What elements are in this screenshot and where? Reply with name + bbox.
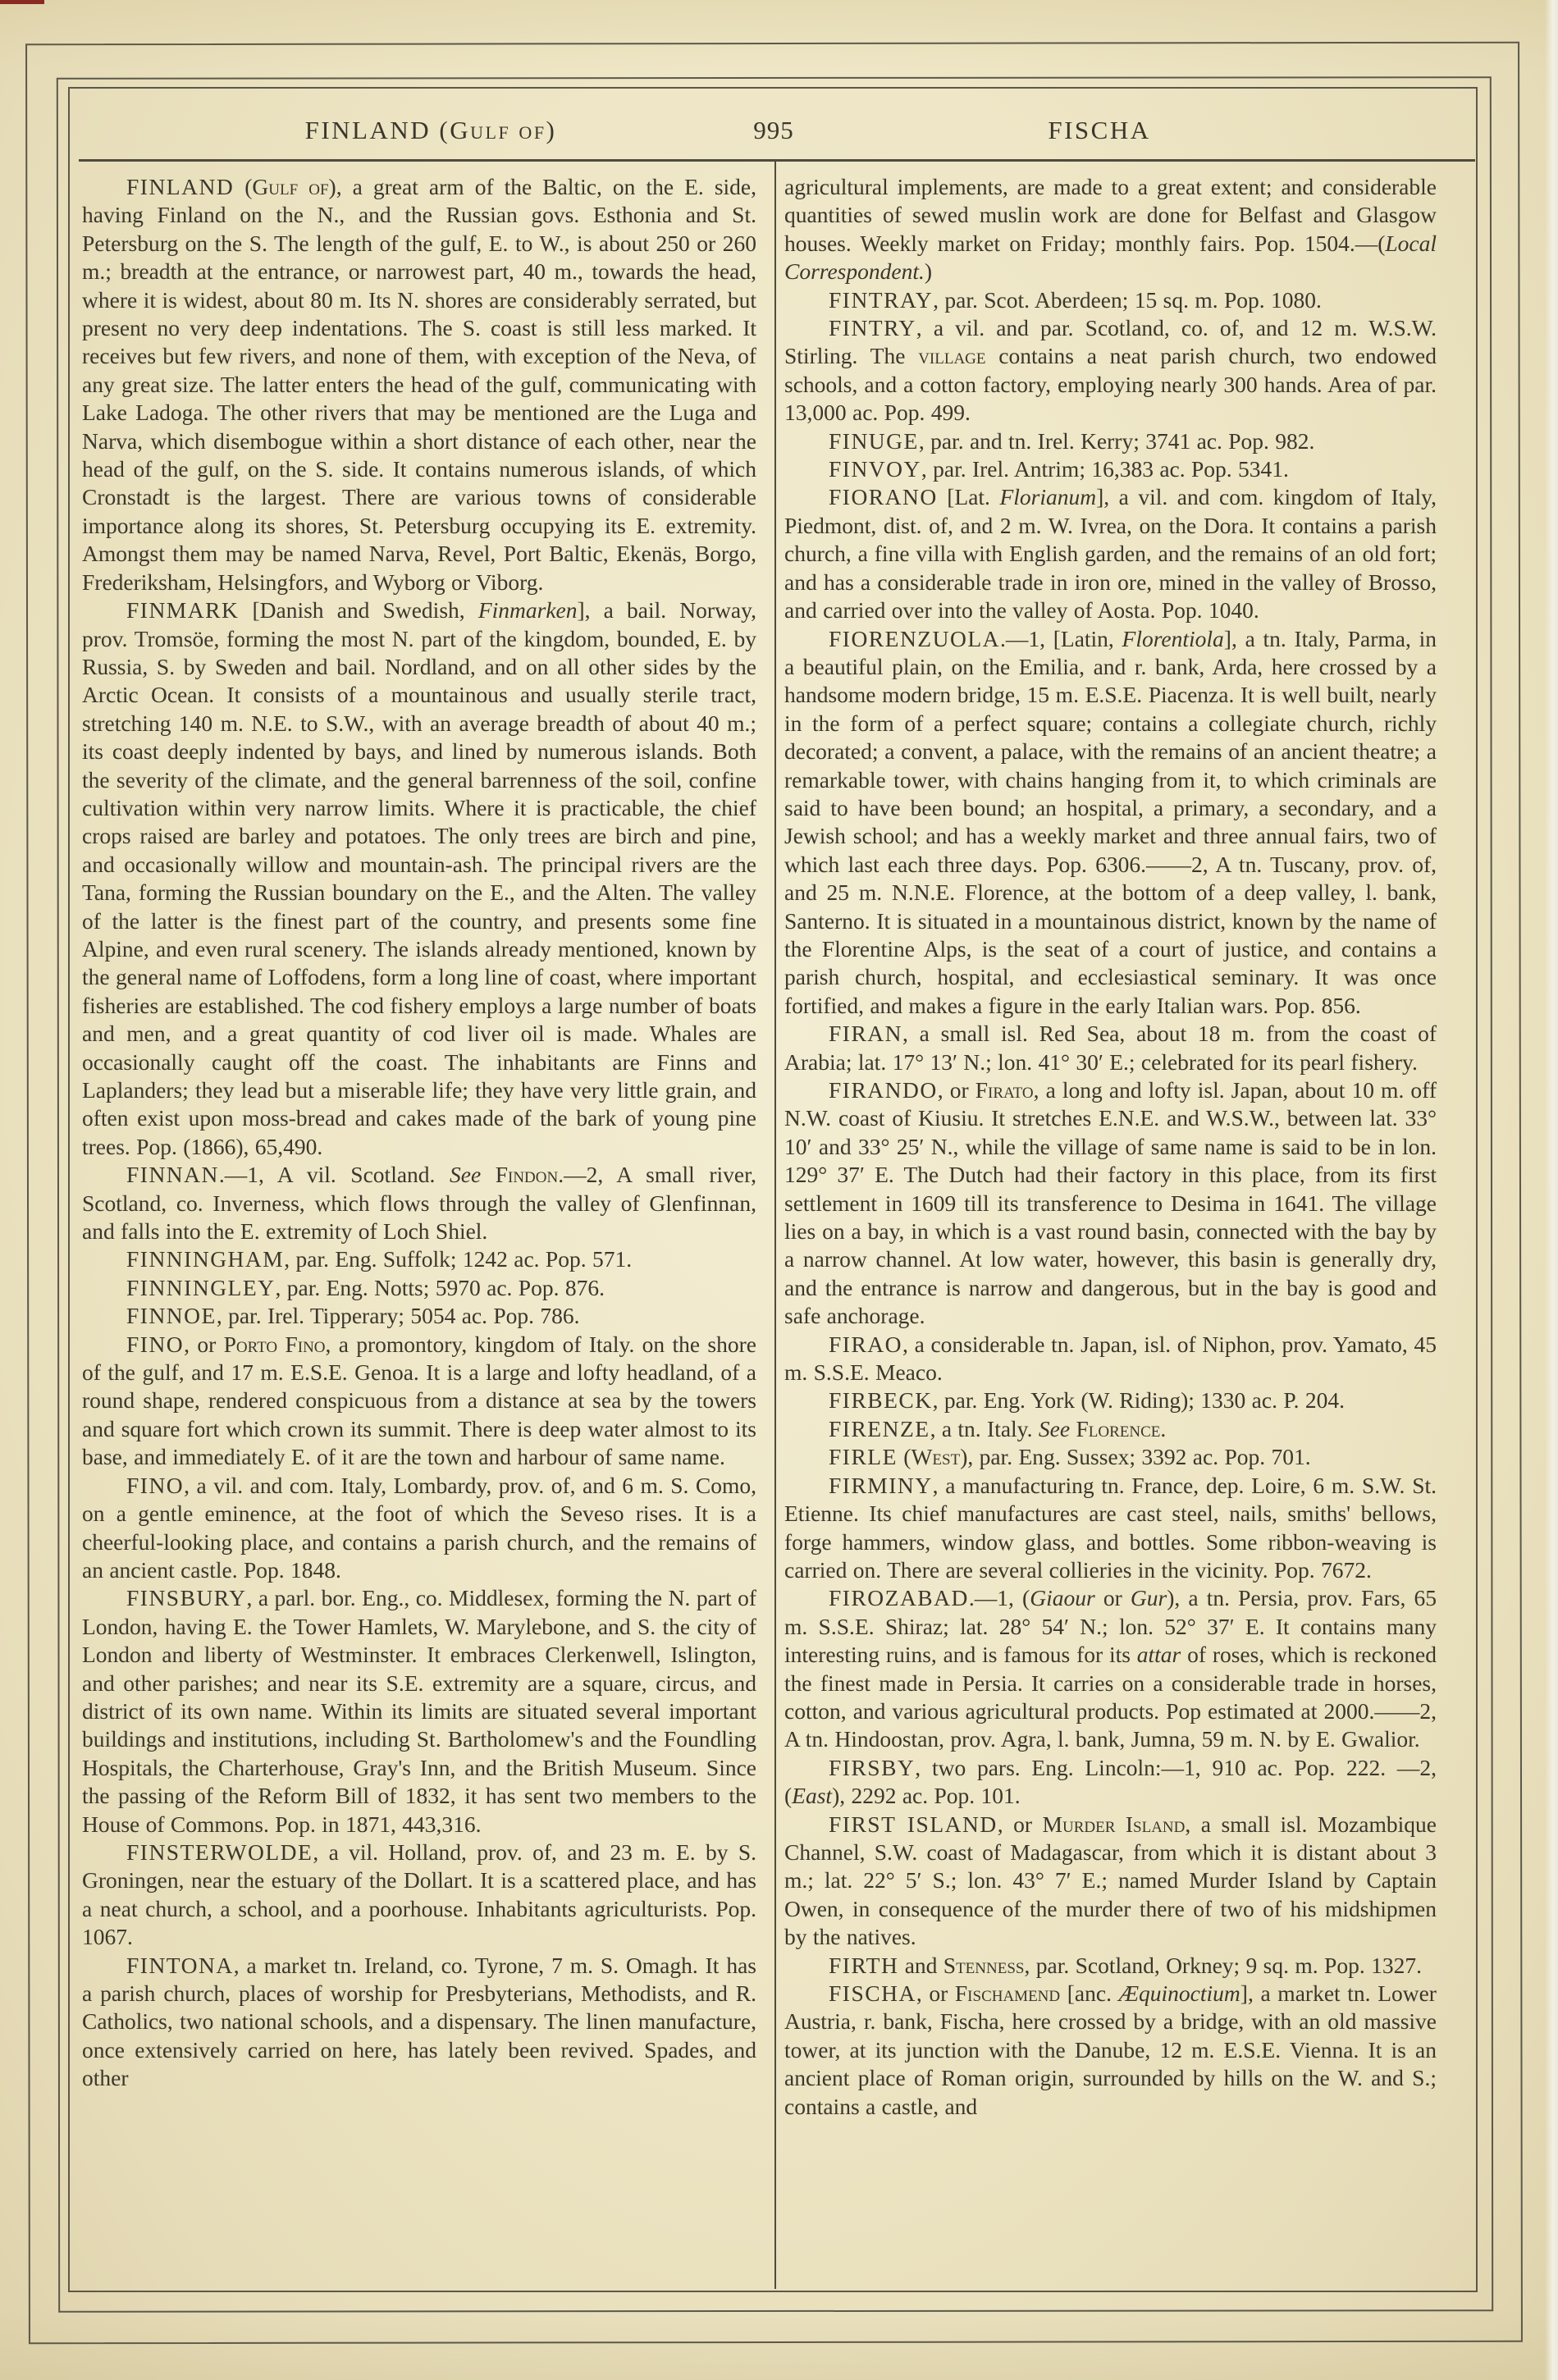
text-segment: Æquinoctium: [1118, 1980, 1240, 2006]
entry-paragraph: [82, 1274, 756, 1302]
text-segment: , a vil. and par. Scotland, co. of, and 12 m. W.S.W. Stirling. The: [784, 315, 1437, 369]
entry-paragraph: [82, 1472, 756, 1585]
entry-headword: FIRBECK: [829, 1387, 933, 1414]
text-segment: Gur: [1130, 1585, 1167, 1611]
text-segment: , a tn. Italy.: [930, 1415, 1039, 1441]
entry-headword: FINO: [126, 1331, 185, 1357]
entry-headword: FIRMINY: [829, 1472, 933, 1498]
entry-headword: FINLAND: [126, 174, 235, 199]
entry-headword: FIRAO: [829, 1331, 903, 1357]
entry-headword: FIORANO: [829, 484, 938, 510]
text-segment: , a vil. and com. Italy, Lombardy, prov. of, and 6 m. S. Como, on a gentle eminence, at the foot of which the Seveso rises. It is a cheerful-looking place, and contains a parish church, and the remains of an ancient castle. Pop. 1848.: [82, 1472, 756, 1583]
entry-paragraph: [784, 427, 1437, 455]
entry-paragraph: [82, 596, 756, 1161]
text-segment: , par. Irel. Antrim; 16,383 ac. Pop. 5341.: [921, 456, 1289, 482]
text-segment: village: [918, 343, 986, 369]
page-number: 995: [753, 116, 794, 144]
scan-red-edge: [0, 0, 44, 4]
entry-paragraph: [784, 1980, 1437, 2121]
entry-headword: FIRAN: [829, 1021, 903, 1047]
entry-paragraph: [784, 1020, 1437, 1076]
text-segment: ), a great arm of the Baltic, on the E. side, having Finland on the N., and the Russian govs. Esthonia and St. Petersburg on the S. The length of the gulf, E. to W., is about 250 or 260 m.; breadth at the entrance, or narrowest part, 40 m., towards the head, where it is widest, about 80 m. Its N. shores are considerably serrated, but present no very deep indentations. The S. coast is still less marked. It receives but few rivers, and none of them, with exception of the Neva, of any great size. The latter enters the head of the gulf, communicating with Lake Ladoga. The other rivers that may be mentioned are the Luga and Narva, which disembogue within a short distance of each other, near the head of the gulf, on the S. side. It contains numerous islands, of which Cronstadt is the largest. There are various towns of considerable importance along its shores, St. Petersburg occupying its E. extremity. Amongst them may be named Narva, Revel, Port Baltic, Ekenäs, Borgo, Frederiksham, Helsingfors, and Wyborg or Viborg.: [82, 174, 756, 595]
text-column-left: [82, 173, 756, 2286]
text-segment: Firato: [975, 1077, 1034, 1103]
text-segment: , a parl. bor. Eng., co. Middlesex, forming the N. part of London, having E. the Tower Hamlets, W. Marylebone, and S. the city of London and liberty of Westminster. It embraces Clerkenwell, Islington, and other parishes; and near its S.E. extremity are a square, circus, and district of its own name. Within its limits are situated several important buildings and institutions, including St. Bartholomew's and the Foundling Hospitals, the Charterhouse, Gray's Inn, and the British Museum. Since the passing of the Reform Bill of 1832, it has sent two members to the House of Commons. Pop. in 1871, 443,316.: [82, 1585, 756, 1837]
text-segment: ), par. Eng. Sussex; 3392 ac. Pop. 701.: [960, 1444, 1311, 1470]
entry-paragraph: [82, 1161, 756, 1245]
text-segment: .—2, A small river, Scotland, co. Inverness, which flows through the valley of Glenfinnan, and falls into the E. extremity of Loch Shiel.: [82, 1162, 756, 1245]
entry-headword: FINNAN: [126, 1162, 219, 1188]
entry-headword: FINNINGHAM: [126, 1246, 285, 1272]
text-segment: Giaour: [1030, 1585, 1095, 1611]
text-segment: , a market tn. Ireland, co. Tyrone, 7 m. S. Omagh. It has a parish church, places of worship for Presbyterians, Methodists, and R. Catholics, two national schools, and a dispensary. The linen manufacture, once extensively carried on here, has lately been revived. Spades, and other: [82, 1952, 756, 2091]
entry-headword: FIROZABAD: [829, 1585, 969, 1611]
text-segment: West: [911, 1444, 961, 1470]
text-segment: , par. Irel. Tipperary; 5054 ac. Pop. 786.: [216, 1303, 580, 1329]
text-segment: ], a vil. and com. kingdom of Italy, Piedmont, dist. of, and 2 m. W. Ivrea, on the Dora. It contains a parish church, a fine villa with English garden, and the remains of an old fort; and has a considerable trade in iron ore, mined in the valley of Brosso, and carried over into the valley of Aosta. Pop. 1040.: [784, 484, 1437, 624]
text-segment: Local Correspondent.: [784, 230, 1437, 285]
entry-paragraph: [784, 1584, 1437, 1753]
running-head-right: FISCHA: [1048, 116, 1151, 144]
text-segment: ), 2292 ac. Pop. 101.: [832, 1783, 1021, 1809]
text-segment: , a promontory, kingdom of Italy. on the shore of the gulf, and 17 m. E.S.E. Genoa. It is a large and lofty headland, of a round shape, rendered conspicuous from a distance at sea by the towers and square fort which crown its summit. There is deep water almost to its base, and immediately E. of it are the town and harbour of same name.: [82, 1331, 756, 1470]
text-segment: ), a tn. Persia, prov. Fars, 65 m. S.S.E. Shiraz; lat. 28° 54′ N.; lon. 52° 37′ E. It contains many interesting ruins, and is famous for its: [784, 1585, 1437, 1668]
text-segment: , a vil. Holland, prov. of, and 23 m. E. by S. Groningen, near the estuary of the Dollart. It is a scattered place, and has a neat church, a school, and a poorhouse. Inhabitants agriculturists. Pop. 1067.: [82, 1839, 756, 1950]
scan-right-edge: [1545, 0, 1558, 2380]
entry-paragraph: [82, 1839, 756, 1952]
text-segment: , or: [184, 1331, 224, 1357]
entry-headword: FIRLE: [829, 1444, 898, 1470]
text-segment: Florence: [1076, 1415, 1161, 1441]
entry-paragraph: [82, 1331, 756, 1472]
text-segment: [Lat.: [937, 484, 1000, 510]
text-segment: , or: [937, 1077, 975, 1103]
entry-paragraph: [784, 1076, 1437, 1331]
entry-paragraph: [784, 1754, 1437, 1811]
entry-paragraph: [82, 1952, 756, 2093]
entry-paragraph: [784, 625, 1437, 1021]
text-segment: See: [1038, 1415, 1071, 1441]
entry-headword: FIRENZE: [829, 1415, 930, 1441]
text-segment: , or: [997, 1811, 1043, 1837]
text-segment: , a small isl. Mozambique Channel, S.W. coast of Madagascar, from which it is distant about 3 m.; lat. 22° 5′ S.; lon. 43° 7′ E.; named Murder Island by Captain Owen, in consequence of the murder there of two of his midshipmen by the natives.: [784, 1811, 1437, 1950]
text-segment: Florentiola: [1122, 625, 1224, 651]
text-segment: , par. Eng. Suffolk; 1242 ac. Pop. 571.: [284, 1246, 633, 1272]
text-segment: attar: [1136, 1642, 1181, 1668]
text-segment: (: [897, 1444, 911, 1470]
text-segment: [Danish and Swedish,: [239, 597, 478, 624]
text-segment: .—1, A vil. Scotland.: [218, 1162, 450, 1188]
text-segment: , par. Scot. Aberdeen; 15 sq. m. Pop. 1080.: [933, 286, 1322, 313]
text-segment: Murder Island: [1042, 1811, 1186, 1837]
text-segment: ): [924, 258, 933, 285]
entry-paragraph: [784, 1415, 1437, 1443]
text-segment: , a long and lofty isl. Japan, about 10 m. off N.W. coast of Kiusiu. It stretches E.N.E. and W.S.W., between lat. 33° 10′ and 33° 25′ N., while the village of same name is said to be in lon. 129° 37′ E. The Dutch had their factory in this place, from its first settlement in 1609 till its transference to Desima in 1641. The village lies on a bay, in which is a vast round basin, connected with the bay by a narrow channel. At low water, however, this basin is generally dry, and the entrance is narrow and dangerous, but in the bay is good and safe anchorage.: [784, 1077, 1437, 1329]
text-segment: Porto Fino: [223, 1331, 326, 1357]
entry-headword: FINTRY: [829, 315, 916, 341]
entry-headword: FINUGE: [829, 427, 919, 454]
text-segment: , par. Eng. Notts; 5970 ac. Pop. 876.: [275, 1274, 605, 1300]
entry-headword: FINTRAY: [829, 286, 934, 313]
text-segment: , par. Scotland, Orkney; 9 sq. m. Pop. 1327.: [1024, 1952, 1422, 1978]
text-segment: See: [449, 1162, 482, 1188]
entry-headword: FISCHA: [829, 1980, 916, 2006]
entry-headword: FINMARK: [126, 597, 240, 624]
running-head-left: FINLAND (Gulf of): [304, 116, 557, 144]
entry-headword: FIRSBY: [829, 1754, 916, 1780]
entry-headword: FINVOY: [829, 456, 921, 482]
text-segment: (: [234, 174, 253, 199]
text-segment: , a manufacturing tn. France, dep. Loire, 6 m. S.W. St. Etienne. Its chief manufactures are cast steel, nails, smiths' bellows, forge hammers, window glass, and bottles. Some ribbon-weaving is carried on. There are several collieries in the vicinity. Pop. 7672.: [784, 1472, 1437, 1583]
text-segment: , a considerable tn. Japan, isl. of Niphon, prov. Yamato, 45 m. S.S.E. Meaco.: [784, 1331, 1437, 1386]
text-segment: , par. Eng. York (W. Riding); 1330 ac. P. 204.: [932, 1387, 1345, 1414]
entry-headword: FINTONA: [126, 1952, 234, 1978]
text-segment: Gulf of: [252, 174, 329, 199]
entry-headword: FIRTH: [829, 1952, 899, 1978]
entry-headword: FINO: [126, 1472, 185, 1498]
entry-paragraph: [784, 173, 1437, 286]
entry-paragraph: [784, 1472, 1437, 1585]
text-segment: contains a neat parish church, two endowed schools, and a cotton factory, employing nearly 300 hands. Area of par. 13,000 ac. Pop. 499.: [784, 343, 1437, 426]
text-segment: ], a market tn. Lower Austria, r. bank, Fischa, here crossed by a bridge, with an old massive tower, at its junction with the Danube, 12 m. E.S.E. Vienna. It is an ancient place of Roman origin, surrounded by hills on the W. and S.; contains a castle, and: [784, 1980, 1437, 2119]
entry-paragraph: [784, 455, 1437, 483]
entry-paragraph: [784, 483, 1437, 624]
entry-headword: FIRST ISLAND: [829, 1811, 998, 1837]
text-segment: , two pars. Eng. Lincoln:—1, 910 ac. Pop. 222. —2, (: [784, 1754, 1437, 1809]
text-segment: or: [1094, 1585, 1131, 1611]
text-segment: of roses, which is reckoned the finest made in Persia. It carries on a considerable trade in horses, cotton, and various agricultural products. Pop estimated at 2000.——2, A tn. Hindoostan, prov. Agra, l. bank, Jumna, 59 m. N. by E. Gwalior.: [784, 1642, 1437, 1752]
text-segment: , a small isl. Red Sea, about 18 m. from the coast of Arabia; lat. 17° 13′ N.; lon. 41° 30′ E.; celebrated for its pearl fishery.: [784, 1021, 1437, 1075]
entry-paragraph: [784, 1811, 1437, 1952]
text-segment: and: [898, 1952, 943, 1978]
text-segment: Stenness: [943, 1952, 1025, 1978]
header-rule: [79, 159, 1475, 162]
text-segment: ], a tn. Italy, Parma, in a beautiful plain, on the Emilia, and r. bank, Arda, here crossed by a handsome modern bridge, 15 m. E.S.E. Piacenza. It is well built, nearly in the form of a perfect square; contains a collegiate church, richly decorated; a convent, a palace, with the remains of an ancient theatre; a remarkable tower, with chains hanging from it, to which criminals are said to have been bound; an hospital, a primary, a secondary, and a Jewish school; and has a weekly market and three annual fairs, two of which last each three days. Pop. 6306.——2, A tn. Tuscany, prov. of, and 25 m. N.N.E. Florence, at the bottom of a deep valley, l. bank, Santerno. It is situated in a mountainous district, known by the name of the Florentine Alps, is the seat of a court of justice, and contains a parish church, hospital, and ecclesiastical seminary. It was once fortified, and makes a figure in the early Italian wars. Pop. 856.: [784, 625, 1437, 1018]
entry-paragraph: [784, 1952, 1437, 1980]
text-column-right: [784, 173, 1437, 2286]
text-segment: [481, 1162, 496, 1187]
entry-paragraph: [82, 1245, 756, 1273]
entry-paragraph: [784, 1386, 1437, 1414]
text-segment: Florianum: [999, 484, 1097, 510]
text-segment: agricultural implements, are made to a great extent; and considerable quantities of sewed muslin work are done for Belfast and Glasgow houses. Weekly market on Friday; monthly fairs. Pop. 1504.—(: [784, 174, 1437, 256]
column-divider-rule: [774, 162, 776, 2289]
entry-paragraph: [82, 1584, 756, 1839]
text-segment: Findon: [495, 1162, 559, 1188]
entry-headword: FIRANDO: [829, 1077, 938, 1103]
text-segment: East: [792, 1783, 833, 1809]
entry-paragraph: [784, 286, 1437, 314]
entry-headword: FINNINGLEY: [126, 1274, 276, 1300]
text-segment: , par. and tn. Irel. Kerry; 3741 ac. Pop. 982.: [918, 427, 1315, 454]
entry-paragraph: [82, 1302, 756, 1330]
text-segment: .—1, [Latin,: [1000, 625, 1122, 651]
text-segment: , or: [916, 1980, 955, 2006]
entry-headword: FINNOE: [126, 1303, 217, 1329]
entry-headword: FIORENZUOLA: [829, 625, 1000, 651]
entry-headword: FINSBURY: [126, 1585, 247, 1611]
entry-paragraph: [784, 314, 1437, 427]
entry-paragraph: [82, 173, 756, 596]
text-segment: Fischamend: [954, 1980, 1061, 2006]
entry-paragraph: [784, 1443, 1437, 1471]
text-segment: .: [1160, 1415, 1167, 1441]
entry-headword: FINSTERWOLDE: [126, 1839, 313, 1865]
text-segment: ], a bail. Norway, prov. Tromsöe, forming the most N. part of the kingdom, bounded, E. by Russia, S. by Sweden and bail. Nordland, and on all other sides by the Arctic Ocean. It consists of a mountainous and usually sterile tract, stretching 140 m. N.E. to S.W., with an average breadth of about 40 m.; its coast deeply indented by bays, and lined by numerous islands. Both the severity of the climate, and the general barrenness of the soil, confine cultivation within very narrow limits. Where it is practicable, the chief crops raised are barley and potatoes. The only trees are birch and pine, and occasionally willow and mountain-ash. The principal rivers are the Tana, forming the Russian boundary on the E., and the Alten. The valley of the latter is the finest part of the country, and presents some fine Alpine, and even rural scenery. The islands already mentioned, known by the general name of Loffodens, form a long line of coast, where important fisheries are established. The cod fishery employs a large number of boats and men, and a great quantity of cod liver oil is made. Whales are occasionally caught off the coast. The inhabitants are Finns and Laplanders; they lead but a miserable life; they have very little grain, and often exist upon moss-bread and cakes made of the bark of young pine trees. Pop. (1866), 65,490.: [82, 597, 756, 1159]
text-segment: [anc.: [1060, 1980, 1119, 2006]
entry-paragraph: [784, 1331, 1437, 1387]
text-segment: .—1, (: [968, 1585, 1030, 1611]
text-segment: Finmarken: [477, 597, 578, 624]
